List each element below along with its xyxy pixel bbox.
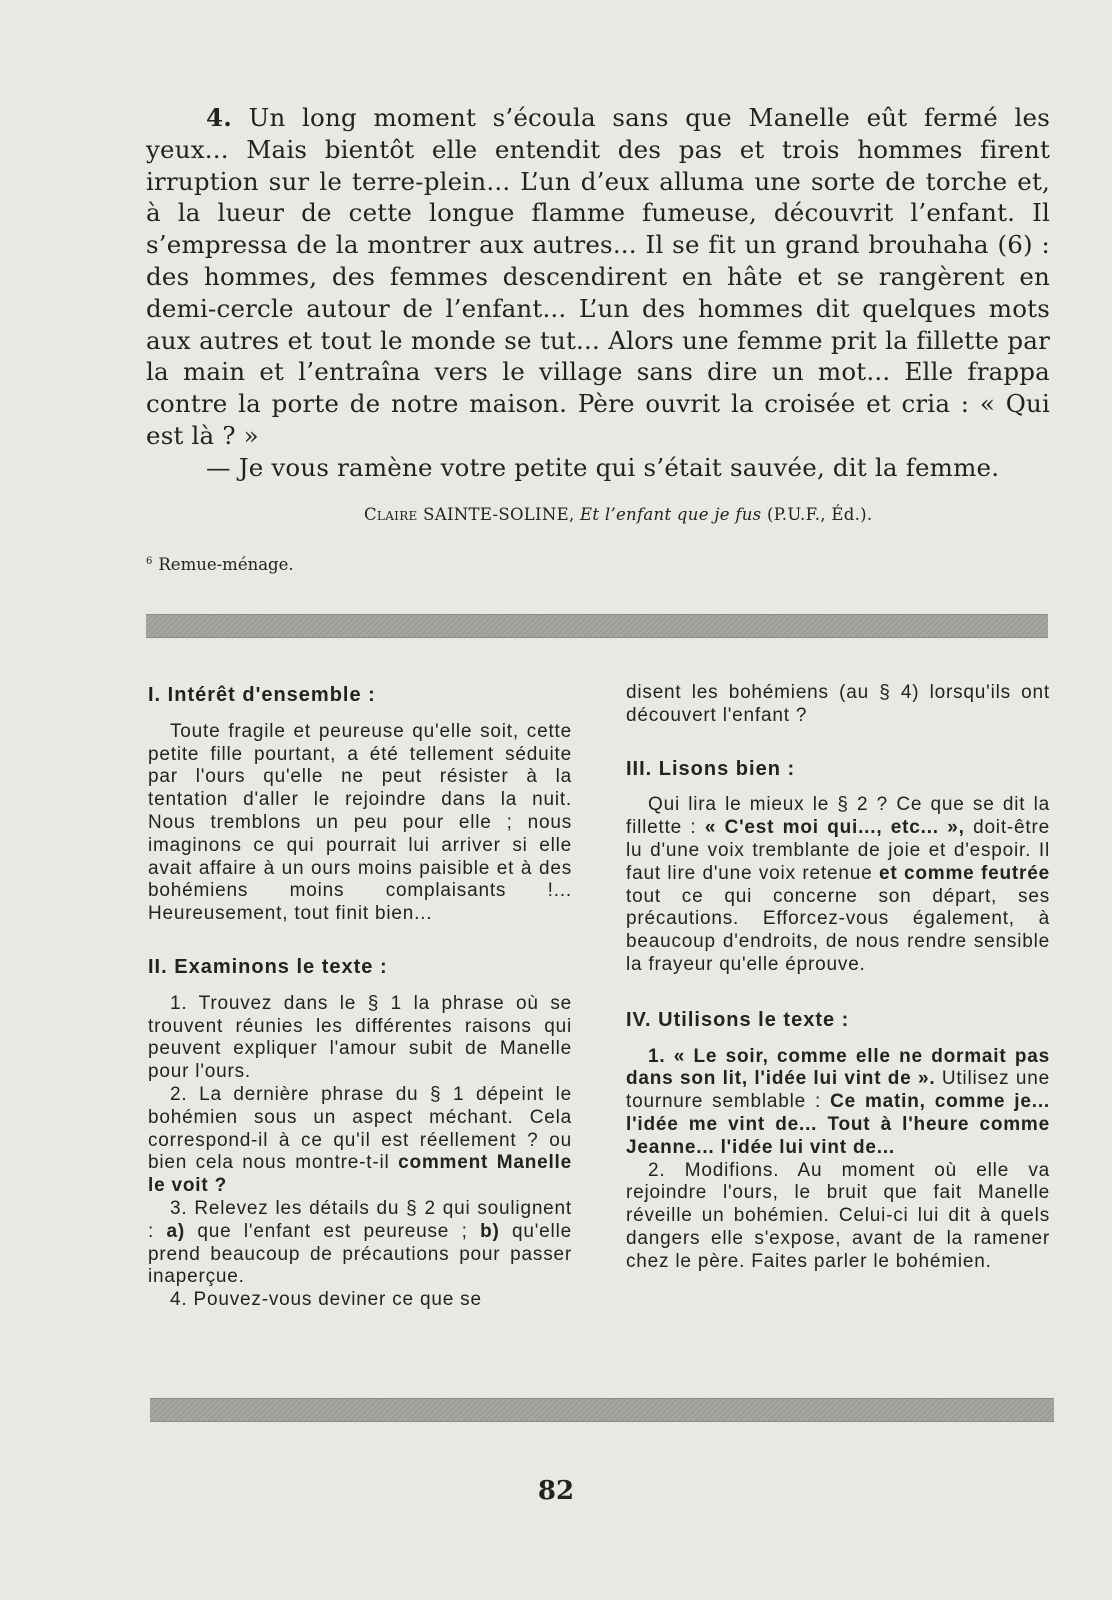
author-last-name: SAINTE-SOLINE, <box>423 505 575 524</box>
section-interet-text: Toute fragile et peureuse qu'elle soit, cette petite fille pourtant, a été tellement séduite par l'ours qu'elle ne peut résister à la tentation d'aller le rejoindre dans la nuit. Nous tremblons un peu pour elle ; nous imaginons ce qui pourrait lui arriver si elle avait affaire à un ours moins paisible et à des bohémiens moins complaisants !... Heureusement, tout finit bien... <box>148 720 572 925</box>
author-first-name: Claire <box>364 505 418 524</box>
paragraph-text: Un long moment s’écoula sans que Manelle eût fermé les yeux... Mais bientôt elle entendit des pas et trois hommes firent irruption sur le terre-plein... L’un d’eux alluma une sorte de torche et, à la lueur de cette longue flamme fumeuse, découvrit l’enfant. Il s’empressa de la montrer aux autres... Il se fit un grand brouhaha <box>146 103 1050 260</box>
divider-band-top <box>146 614 1048 638</box>
book-title: Et l’enfant que je fus <box>580 505 762 524</box>
footnote <box>146 555 294 574</box>
section-heading-utilisons: IV. Utilisons le texte : <box>626 1008 850 1031</box>
divider-band-bottom <box>150 1398 1054 1422</box>
examinons-item-3: 3. Relevez les détails du § 2 qui soulignent : a) que l'enfant est peureuse ; b) qu'elle prend beaucoup de précautions pour passer inaperçue. <box>148 1197 572 1288</box>
paragraph-number: 4. <box>206 103 232 132</box>
utilisons-item-2: 2. Modifions. Au moment où elle va rejoindre l'ours, le bruit que fait Manelle réveille un bohémien. Celui-ci lui dit à quels dangers elle s'expose, avant de la ramener chez le père. Faites parler le bohémien. <box>626 1159 1050 1272</box>
examinons-item-2: 2. La dernière phrase du § 1 dépeint le bohémien sous un aspect méchant. Cela correspond-il à ce qu'il est réellement ? ou bien cela nous montre-t-il comment Manelle le voit ? <box>148 1083 572 1197</box>
footnote-text: Remue-ménage. <box>158 555 294 574</box>
exercises-right-column <box>626 684 1050 1274</box>
lisons-text: Qui lira le mieux le § 2 ? Ce que se dit la fillette : « C'est moi qui..., etc... », doit-être lu d'une voix tremblante de joie et d'espoir. Il faut lire d'une voix retenue et comme feutrée tout ce qui concerne son départ, ses précautions. Efforcez-vous également, à beaucoup d'endroits, de nous rendre sensible la frayeur qu'elle éprouve. <box>626 794 1050 975</box>
examinons-item-4-continued: disent les bohémiens (au § 4) lorsqu'ils ont découvert l'enfant ? <box>626 682 1050 726</box>
source-citation <box>364 505 872 524</box>
publisher: (P.U.F., Éd.). <box>767 505 873 524</box>
story-paragraph-4 <box>146 102 1050 452</box>
examinons-item-4: 4. Pouvez-vous deviner ce que se <box>170 1289 482 1311</box>
exercises-left-column <box>148 684 572 1312</box>
section-heading-examinons: II. Examinons le texte : <box>148 955 388 978</box>
dialogue-line: — Je vous ramène votre petite qui s’était sauvée, dit la femme. <box>206 452 1000 482</box>
story-text <box>146 102 1050 484</box>
section-heading-interet: I. Intérêt d'ensemble : <box>148 684 376 706</box>
section-heading-lisons: III. Lisons bien : <box>626 757 796 780</box>
footnote-reference: (6) <box>997 230 1033 260</box>
page-number: 82 <box>537 1476 575 1506</box>
utilisons-item-1: 1. « Le soir, comme elle ne dormait pas dans son lit, l'idée lui vint de ». Utilisez une tournure semblable : Ce matin, comme je... l'idée me vint de... Tout à l'heure comme Jeanne... l'idée lui vint de... <box>626 1045 1050 1158</box>
footnote-marker: 6 <box>146 556 153 567</box>
examinons-item-1: 1. Trouvez dans le § 1 la phrase où se trouvent réunies les différentes raisons qui peuvent expliquer l'amour subit de Manelle pour l'ours. <box>148 992 572 1083</box>
paragraph-text-continued: : des hommes, des femmes descendirent en hâte et se rangèrent en demi-cercle autour de l’enfant... L’un des hommes dit quelques mots aux autres et tout le monde se tut... Alors une femme prit la fillette par la main et l’entraîna vers le village sans dire un mot... Elle frappa contre la porte de notre maison. Père ouvrit la croisée et cria : « Qui est là ? » <box>146 230 1050 450</box>
